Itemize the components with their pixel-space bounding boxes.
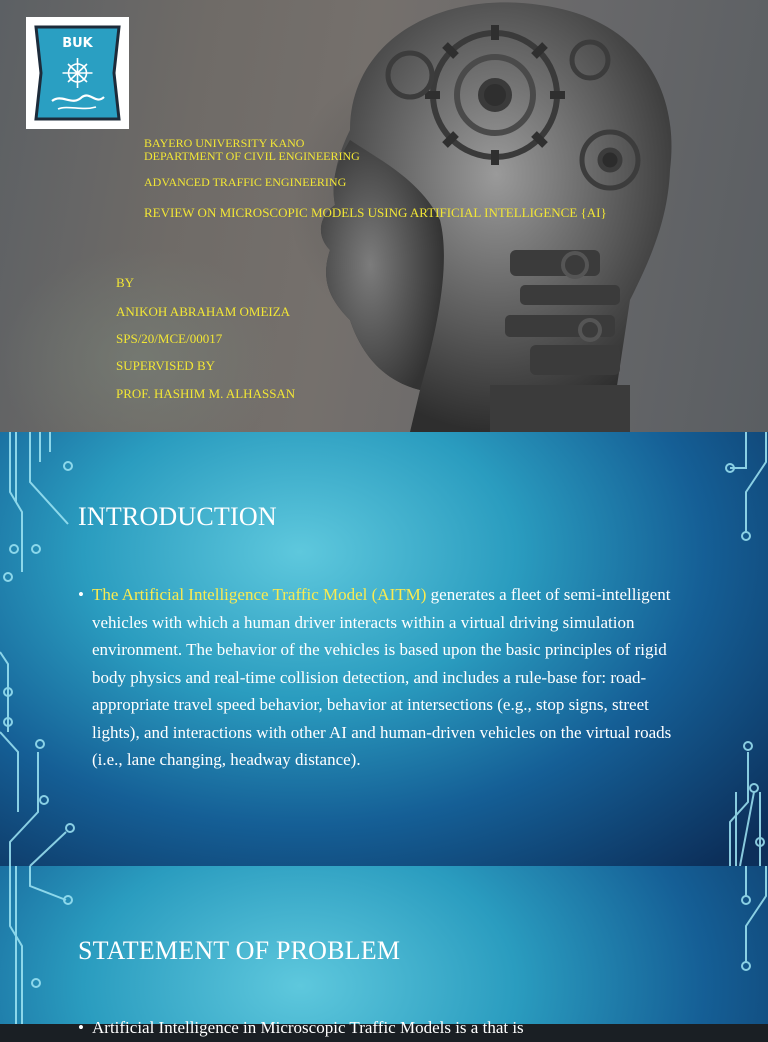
- buk-crest-icon: [30, 21, 125, 125]
- university-logo: [26, 17, 129, 129]
- presentation-topic: REVIEW ON MICROSCOPIC MODELS USING ARTIFICIAL INTELLIGENCE {AI}: [144, 205, 607, 220]
- circuit-decoration-left-icon: [0, 866, 80, 1024]
- statement-slide: [0, 866, 768, 1037]
- statement-heading: STATEMENT OF PROBLEM: [78, 936, 401, 965]
- introduction-paragraph: [78, 581, 698, 774]
- course-name: ADVANCED TRAFFIC ENGINEERING: [144, 175, 347, 189]
- department-name: DEPARTMENT OF CIVIL ENGINEERING: [144, 149, 360, 163]
- bullet-icon: •: [78, 585, 84, 604]
- circuit-decoration-right-icon: [708, 432, 768, 866]
- statement-body: Artificial Intelligence in Microscopic Traffic Models is a that is: [92, 1018, 524, 1037]
- introduction-heading: INTRODUCTION: [78, 502, 277, 531]
- introduction-slide: [0, 432, 768, 866]
- statement-paragraph: [78, 1014, 698, 1042]
- introduction-body: generates a fleet of semi-intelligent vehicles with which a human driver interacts within a virtual driving simulation environment. The behavior of the vehicles is based upon the basic principles of rigid body physics and real-time collision detection, and includes a rule-base for: road-appropriate travel speed behavior, behavior at intersections (e.g., stop signs, street lights), and interactions with other AI and human-driven vehicles on the virtual roads (i.e., lane changing, headway distance).: [92, 585, 672, 769]
- by-label: BY: [116, 275, 135, 290]
- title-slide: [0, 0, 768, 432]
- aitm-highlight: The Artificial Intelligence Traffic Model (AITM): [92, 585, 427, 604]
- registration-number: SPS/20/MCE/00017: [116, 331, 223, 346]
- bullet-icon: •: [78, 1018, 84, 1037]
- supervised-by-label: SUPERVISED BY: [116, 358, 216, 373]
- circuit-decoration-left-icon: [0, 432, 80, 866]
- circuit-decoration-right-icon: [708, 866, 768, 1024]
- author-name: ANIKOH ABRAHAM OMEIZA: [116, 304, 291, 319]
- supervisor-name: PROF. HASHIM M. ALHASSAN: [116, 386, 296, 401]
- logo-text: BUK: [62, 36, 93, 51]
- university-name: BAYERO UNIVERSITY KANO: [144, 136, 305, 150]
